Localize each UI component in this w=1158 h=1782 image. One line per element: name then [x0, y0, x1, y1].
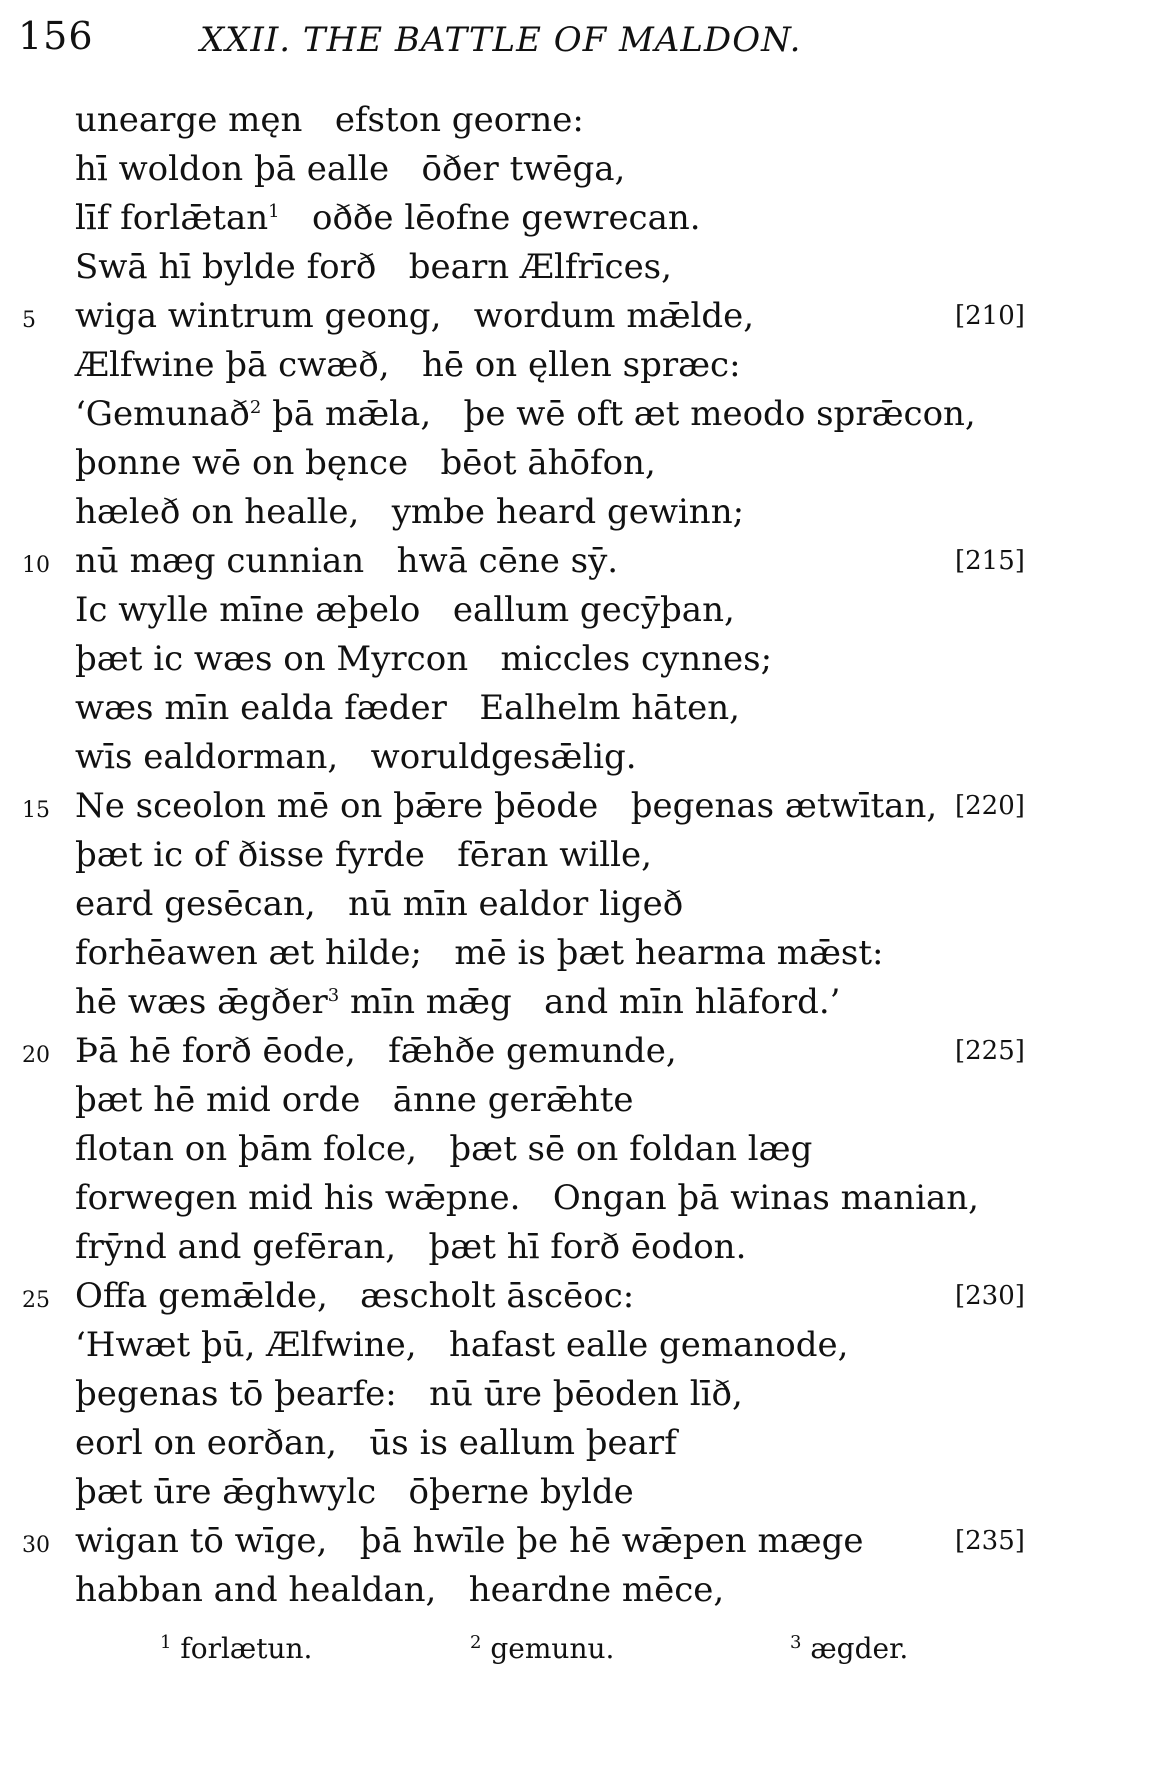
footnote-3: $^3$ ægder. [790, 1632, 909, 1665]
line-number: 5 [22, 308, 36, 333]
poem-line [0, 1027, 1158, 1076]
line-text: forwegen mid his wǣpne. Ongan þā winas manian, [75, 1178, 979, 1218]
poem-line [0, 880, 1158, 929]
original-line-number: [215] [955, 546, 1025, 576]
original-line-number: [220] [955, 791, 1025, 821]
poem-line [0, 1076, 1158, 1125]
poem-line [0, 1223, 1158, 1272]
original-line-number: [225] [955, 1036, 1025, 1066]
line-text: Ælfwine þā cwæð, hē on ęllen spræc: [75, 345, 741, 385]
poem-line [0, 684, 1158, 733]
poem-line [0, 341, 1158, 390]
line-text: Offa gemǣlde, æscholt āscēoc: [75, 1276, 635, 1316]
poem-line [0, 292, 1158, 341]
page-header [0, 14, 1158, 64]
footnote-marker: 3 [327, 985, 340, 1006]
line-text: wīs ealdorman, woruldgesǣlig. [75, 737, 637, 777]
poem-line [0, 145, 1158, 194]
poem-line [0, 537, 1158, 586]
poem-line [0, 978, 1158, 1027]
line-text: unearge męn efston georne: [75, 100, 584, 140]
footnote-marker: 1 [268, 201, 280, 222]
line-number: 15 [22, 798, 50, 823]
line-text: wiga wintrum geong, wordum mǣlde, [75, 296, 755, 336]
line-text: þegenas tō þearfe: nū ūre þēoden līð, [75, 1374, 743, 1414]
poem-line [0, 586, 1158, 635]
poem-line [0, 96, 1158, 145]
line-text: nū mæg cunnian hwā cēne sȳ. [75, 541, 619, 581]
line-text: þæt hē mid orde ānne gerǣhte [75, 1080, 634, 1120]
line-text: līf forlǣtan$^1$ oððe lēofne gewrecan. [75, 198, 701, 238]
line-text: eard gesēcan, nū mīn ealdor ligeð [75, 884, 684, 924]
line-text: wæs mīn ealda fæder Ealhelm hāten, [75, 688, 740, 728]
line-text: hæleð on healle, ymbe heard gewinn; [75, 492, 745, 532]
poem-line [0, 194, 1158, 243]
footnotes [0, 1632, 1158, 1682]
poem-line [0, 1272, 1158, 1321]
poem-line [0, 782, 1158, 831]
poem-line [0, 733, 1158, 782]
line-text: forhēawen æt hilde; mē is þæt hearma mǣst: [75, 933, 884, 973]
line-number: 25 [22, 1288, 50, 1313]
poem-line [0, 1419, 1158, 1468]
poem-line [0, 243, 1158, 292]
line-text: þonne wē on bęnce bēot āhōfon, [75, 443, 656, 483]
footnote-2: $^2$ gemunu. [470, 1632, 615, 1665]
poem-line [0, 1125, 1158, 1174]
line-text: habban and healdan, heardne mēce, [75, 1570, 725, 1610]
poem-line [0, 1370, 1158, 1419]
line-text: Ne sceolon mē on þǣre þēode þegenas ætwītan, [75, 786, 938, 826]
poem-line [0, 929, 1158, 978]
line-number: 30 [22, 1533, 50, 1558]
line-text: þæt ūre ǣghwylc ōþerne bylde [75, 1472, 634, 1512]
line-text: Swā hī bylde forð bearn Ælfrīces, [75, 247, 672, 287]
poem-line [0, 1321, 1158, 1370]
poem-line [0, 1174, 1158, 1223]
line-text: hē wæs ǣgðer$^3$ mīn mǣg and mīn hlāford.’ [75, 982, 841, 1022]
line-text: Ic wylle mīne æþelo eallum gecȳþan, [75, 590, 735, 630]
poem-text [0, 96, 1158, 1615]
poem-line [0, 1566, 1158, 1615]
line-text: hī woldon þā ealle ōðer twēga, [75, 149, 626, 189]
poem-line [0, 1517, 1158, 1566]
line-text: eorl on eorðan, ūs is eallum þearf [75, 1423, 677, 1463]
original-line-number: [230] [955, 1281, 1025, 1311]
poem-line [0, 488, 1158, 537]
line-text: ‘Gemunað$^2$ þā mǣla, þe wē oft æt meodo sprǣcon, [75, 394, 976, 434]
line-number: 10 [22, 553, 50, 578]
line-text: þæt ic of ðisse fyrde fēran wille, [75, 835, 652, 875]
line-text: frȳnd and gefēran, þæt hī forð ēodon. [75, 1227, 747, 1267]
footnote-1: $^1$ forlætun. [160, 1632, 313, 1665]
line-text: þæt ic wæs on Myrcon miccles cynnes; [75, 639, 773, 679]
poem-line [0, 1468, 1158, 1517]
line-text: wigan tō wīge, þā hwīle þe hē wǣpen mæge [75, 1521, 864, 1561]
line-text: ‘Hwæt þū, Ælfwine, hafast ealle gemanode, [75, 1325, 849, 1365]
poem-line [0, 390, 1158, 439]
line-number: 20 [22, 1043, 50, 1068]
footnote-marker: 2 [249, 397, 262, 418]
poem-line [0, 831, 1158, 880]
running-title: XXII. THE BATTLE OF MALDON. [200, 20, 802, 60]
line-text: flotan on þām folce, þæt sē on foldan læg [75, 1129, 813, 1169]
page-number: 156 [18, 14, 94, 58]
original-line-number: [210] [955, 301, 1025, 331]
poem-line [0, 439, 1158, 488]
poem-line [0, 635, 1158, 684]
original-line-number: [235] [955, 1526, 1025, 1556]
line-text: Þā hē forð ēode, fǣhðe gemunde, [75, 1031, 677, 1071]
